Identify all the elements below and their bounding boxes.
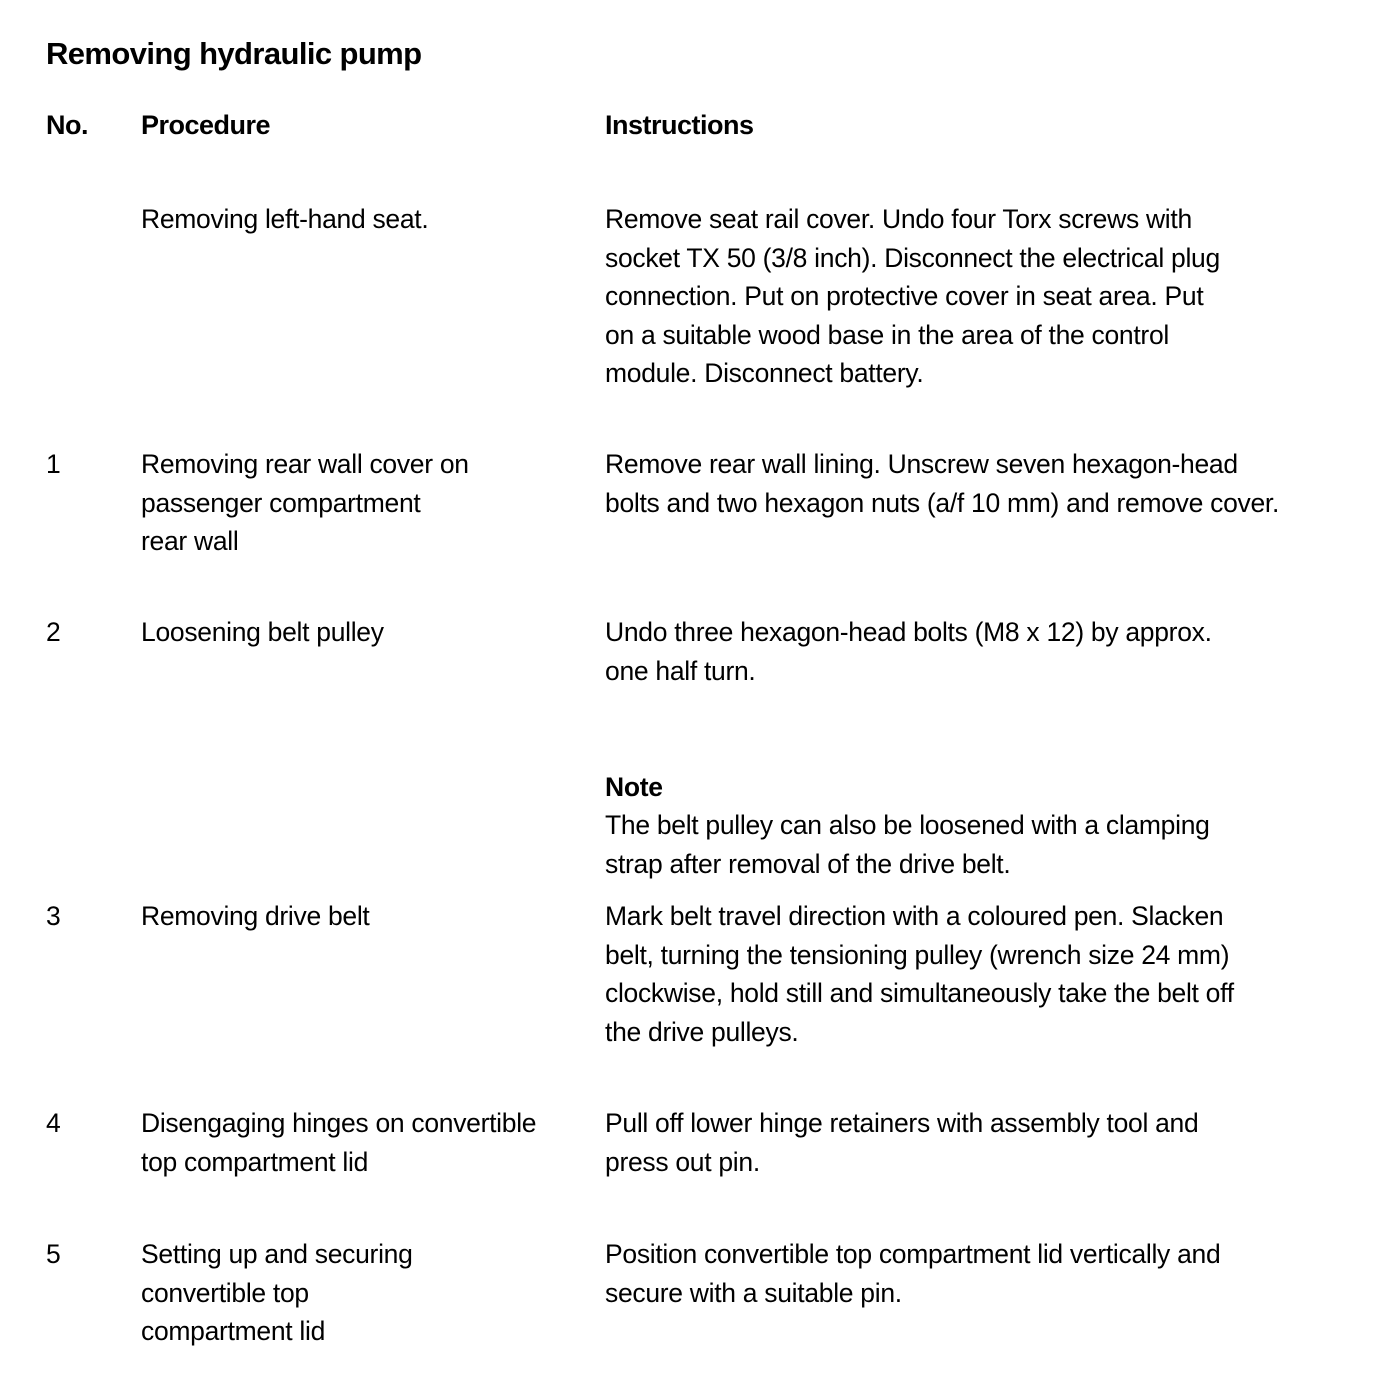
note-title: Note (605, 771, 663, 802)
step-procedure: Disengaging hinges on convertible top compartment lid (141, 1108, 537, 1177)
note-text: The belt pulley can also be loosened with a clamping strap after removal of the drive belt. (605, 810, 1210, 879)
step-instructions: Pull off lower hinge retainers with assembly tool and press out pin. (605, 1108, 1199, 1177)
step-instructions: Remove rear wall lining. Unscrew seven hexagon-head bolts and two hexagon nuts (a/f 10 mm) and remove cover. (605, 449, 1280, 518)
step-instructions: Undo three hexagon-head bolts (M8 x 12) by approx. one half turn. (605, 617, 1212, 686)
step-procedure: Loosening belt pulley (141, 617, 384, 647)
step-number: 1 (46, 449, 61, 479)
step-number: 3 (46, 901, 61, 931)
step-procedure: Setting up and securing convertible top compartment lid (141, 1239, 413, 1347)
step-number: 4 (46, 1108, 61, 1138)
step-instructions: Mark belt travel direction with a coloured pen. Slacken belt, turning the tensioning pulley (wrench size 24 mm) clockwise, hold still and simultaneously take the belt off the drive pulleys. (605, 901, 1234, 1047)
column-header-procedure: Procedure (141, 110, 271, 140)
note-block (605, 729, 1210, 883)
step-instructions: Remove seat rail cover. Undo four Torx screws with socket TX 50 (3/8 inch). Disconnect the electrical plug connection. Put on protective cover in seat area. Put on a suitable wood base in the area of the control module. Disconnect battery. (605, 204, 1220, 389)
page-title: Removing hydraulic pump (46, 36, 422, 71)
column-header-no: No. (46, 110, 88, 140)
step-procedure: Removing left-hand seat. (141, 204, 429, 234)
step-number: 2 (46, 617, 61, 647)
step-number: 5 (46, 1239, 61, 1269)
step-procedure: Removing rear wall cover on passenger compartment rear wall (141, 449, 469, 557)
step-procedure: Removing drive belt (141, 901, 370, 931)
column-header-instructions: Instructions (605, 110, 754, 140)
step-instructions: Position convertible top compartment lid vertically and secure with a suitable pin. (605, 1239, 1221, 1308)
